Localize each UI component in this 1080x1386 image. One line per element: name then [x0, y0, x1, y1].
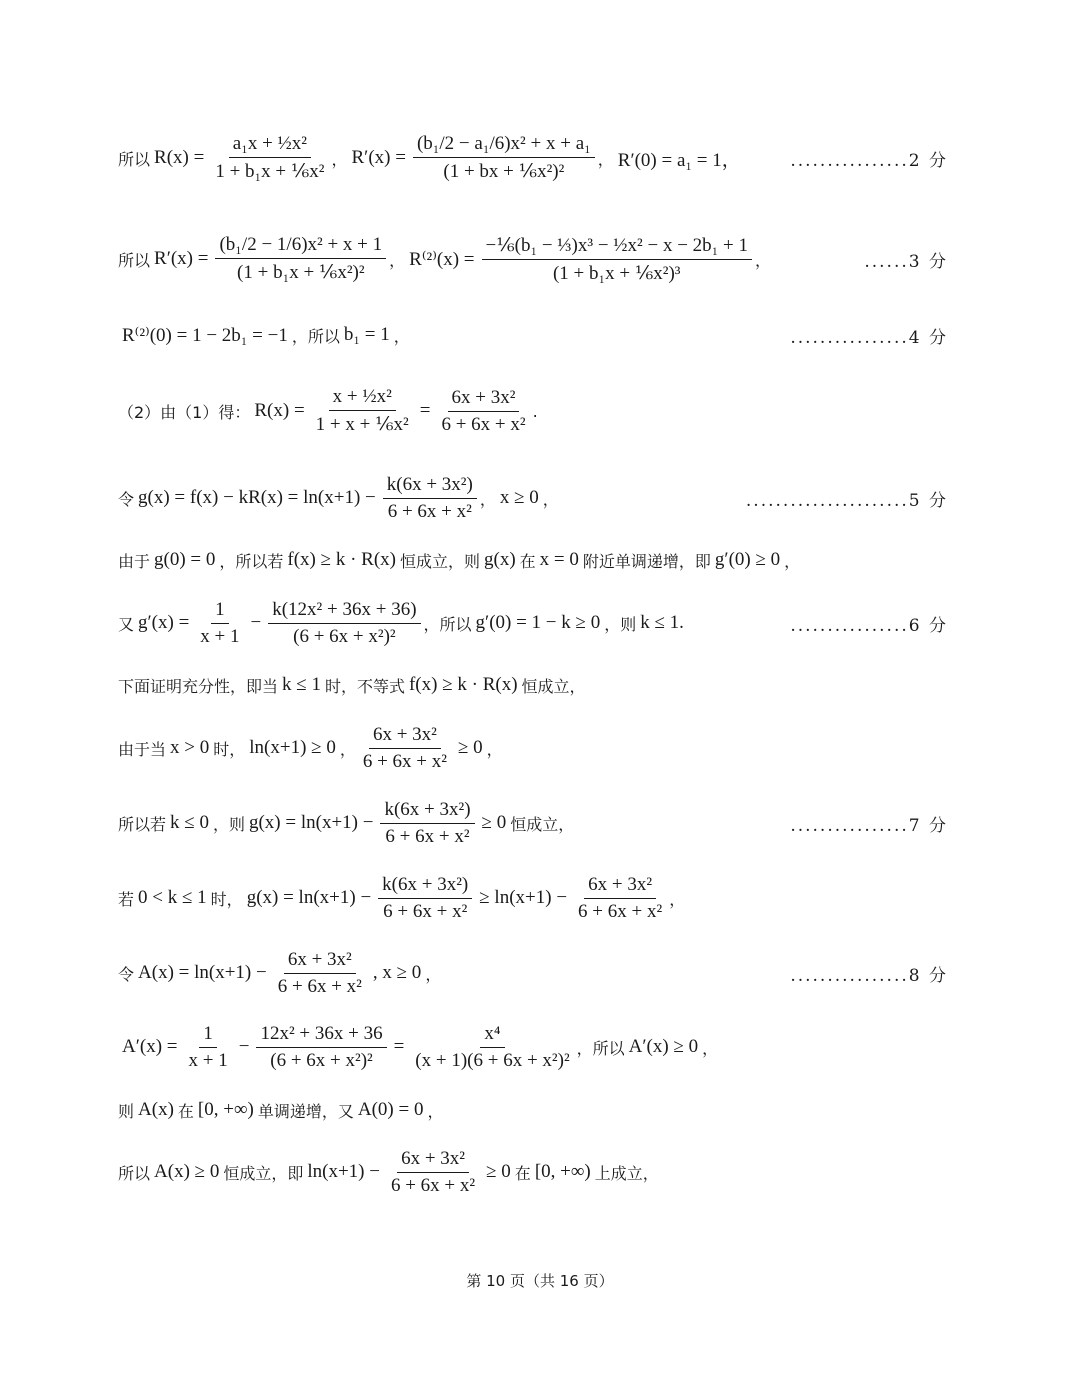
text-run: ，: [425, 964, 442, 984]
score-marker: ................2 分: [790, 150, 948, 171]
math-expression: A′(x) =: [122, 1036, 178, 1057]
text-run: 又: [118, 614, 135, 634]
fraction-numerator: 12x² + 36x + 36: [256, 1023, 386, 1048]
text-run: 在: [514, 1163, 531, 1183]
math-expression: x = 0: [539, 549, 579, 570]
math-expression: A′(x) ≥ 0: [628, 1036, 699, 1057]
math-expression: x ≥ 0: [499, 487, 539, 508]
text-run: ，: [755, 250, 772, 270]
math-expression: [0, +∞): [534, 1161, 591, 1182]
math-expression: k ≤ 1: [282, 674, 321, 695]
fraction: [411, 1023, 573, 1072]
fraction: [268, 599, 420, 648]
text-run: 由于当: [118, 739, 167, 759]
math-expression: g(x) = f(x) − kR(x) = ln(x+1) −: [138, 487, 376, 508]
text-run: ，: [331, 149, 348, 169]
math-expression: k ≤ 0: [170, 812, 209, 833]
fraction-numerator: k(6x + 3x²): [380, 799, 474, 824]
text-run: 若: [118, 889, 135, 909]
fraction-numerator: x + ½x²: [329, 386, 396, 411]
fraction-denominator: 6 + 6x + x²: [387, 500, 472, 522]
fraction-denominator: (6 + 6x + x²)²: [270, 1049, 373, 1071]
text-run: ，: [702, 1038, 719, 1058]
solution-line-15: [118, 1146, 948, 1198]
fraction-numerator: 1: [211, 599, 229, 624]
text-run: ，: [486, 739, 503, 759]
text-run: 所以若: [118, 814, 167, 834]
math-expression: 0 < k ≤ 1: [138, 887, 207, 908]
fraction-denominator: 6 + 6x + x²: [362, 750, 447, 772]
text-run: 时，不等式: [324, 676, 405, 696]
fraction-denominator: (6 + 6x + x²)²: [293, 625, 396, 647]
fraction-numerator: 6x + 3x²: [448, 387, 520, 412]
solution-line-4: [118, 364, 948, 458]
fraction: [274, 949, 366, 998]
fraction-denominator: (1 + b₁x + ⅙x²)²: [237, 262, 365, 283]
text-run: ，: [669, 889, 686, 909]
text-run: 所以: [118, 1163, 151, 1183]
text-run: ，则: [212, 814, 245, 834]
fraction-denominator: 6 + 6x + x²: [441, 413, 526, 435]
math-expression: =: [419, 400, 431, 421]
fraction: [215, 234, 386, 284]
fraction-denominator: (x + 1)(6 + 6x + x²)²: [415, 1049, 570, 1071]
solution-line-7: [118, 597, 948, 649]
math-expression: R⁽²⁾(x) =: [409, 248, 475, 270]
math-expression: −: [250, 612, 262, 633]
fraction-numerator: −⅙(b₁ − ⅓)x³ − ½x² − x − 2b₁ + 1: [482, 234, 753, 260]
solution-line-12: [118, 947, 948, 999]
math-expression: g(x): [484, 549, 516, 570]
fraction: [574, 874, 666, 923]
text-run: 恒成立，即: [223, 1163, 304, 1183]
fraction-denominator: 1 + b₁x + ⅙x²: [215, 161, 325, 182]
text-run: 时，: [213, 739, 246, 759]
solution-line-6: [118, 543, 948, 577]
text-run: 由于: [118, 551, 151, 571]
fraction-denominator: (1 + b₁x + ⅙x²)³: [552, 262, 681, 284]
text-run: ，: [389, 250, 406, 270]
text-run: ，: [479, 489, 496, 509]
fraction: [185, 1023, 232, 1072]
solution-line-1: [118, 112, 948, 204]
math-expression: R⁽²⁾(0) = 1 − 2b₁ = −1: [122, 324, 288, 346]
solution-line-9: [118, 722, 948, 774]
solution-line-3: [118, 318, 948, 352]
fraction-numerator: x⁴: [480, 1023, 504, 1048]
fraction-denominator: 6 + 6x + x²: [390, 1174, 476, 1196]
text-run: 附近单调递增，即: [582, 551, 711, 571]
math-expression: g′(0) = 1 − k ≥ 0: [475, 612, 601, 633]
text-run: 则: [118, 1101, 135, 1121]
text-run: 令: [118, 964, 135, 984]
math-expression: f(x) ≥ k · R(x): [408, 674, 518, 695]
solution-line-5: [118, 472, 948, 524]
text-run: 恒成立，则: [399, 551, 480, 571]
fraction-denominator: x + 1: [188, 1049, 228, 1071]
math-expression: [0, +∞): [197, 1099, 254, 1120]
text-run: ，: [339, 739, 356, 759]
fraction-denominator: 1 + x + ⅙x²: [315, 414, 409, 435]
fraction-denominator: x + 1: [200, 625, 240, 647]
math-expression: ≥ 0: [481, 812, 507, 833]
fraction: [437, 387, 529, 436]
math-expression: A(0) = 0: [357, 1099, 424, 1120]
fraction-denominator: 6 + 6x + x²: [385, 825, 470, 847]
fraction: [383, 474, 477, 523]
text-run: 上成立，: [594, 1163, 659, 1183]
text-run: 恒成立，: [521, 676, 586, 696]
fraction-numerator: k(12x² + 36x + 36): [268, 599, 420, 624]
score-marker: ......3 分: [864, 251, 948, 272]
math-expression: ≥ 0: [457, 737, 483, 758]
solution-line-11: [118, 872, 948, 924]
math-expression: −: [238, 1036, 250, 1057]
text-run: 所以: [118, 250, 151, 270]
math-expression: , x ≥ 0: [372, 962, 422, 983]
text-run: ，则: [604, 614, 637, 634]
score-marker: ................8 分: [790, 965, 948, 986]
fraction: [387, 1148, 479, 1197]
fraction-numerator: k(6x + 3x²): [378, 874, 472, 899]
score-marker: ................6 分: [790, 615, 948, 636]
solution-line-8: [118, 668, 948, 702]
fraction-numerator: 1: [199, 1023, 217, 1048]
fraction-denominator: 6 + 6x + x²: [383, 900, 468, 922]
fraction: [482, 234, 753, 285]
page-footer: 第 10 页（共 16 页）: [466, 1272, 614, 1290]
math-expression: b₁ = 1: [343, 324, 390, 345]
fraction-numerator: (b₁/2 − 1/6)x² + x + 1: [215, 234, 386, 259]
fraction-numerator: 6x + 3x²: [284, 949, 356, 974]
text-run: ，所以: [576, 1038, 625, 1058]
solution-line-13: [118, 1021, 948, 1073]
math-expression: ln(x+1) ≥ 0: [249, 737, 336, 758]
math-expression: ≥ ln(x+1) −: [479, 887, 568, 908]
fraction-numerator: a₁x + ½x²: [229, 133, 311, 158]
text-run: 单调递增，又: [257, 1101, 354, 1121]
text-run: .: [532, 401, 538, 421]
fraction: [413, 133, 595, 183]
fraction: [312, 386, 413, 436]
score-marker: ................7 分: [790, 815, 948, 836]
fraction-denominator: 6 + 6x + x²: [578, 900, 663, 922]
text-run: 令: [118, 489, 135, 509]
text-run: ，: [597, 149, 614, 169]
math-expression: ≥ 0: [486, 1161, 511, 1182]
math-expression: R′(x) =: [154, 248, 209, 269]
math-expression: x > 0: [170, 737, 210, 758]
text-run: 所以: [118, 149, 151, 169]
text-run: ，所以: [291, 326, 340, 346]
math-expression: A(x): [138, 1099, 174, 1120]
math-expression: f(x) ≥ k · R(x): [287, 549, 396, 570]
math-expression: k ≤ 1.: [640, 612, 684, 633]
solution-line-14: [118, 1093, 948, 1127]
fraction: [378, 874, 472, 923]
text-run: 在: [519, 551, 536, 571]
math-expression: R′(0) = a₁ = 1，: [617, 149, 741, 171]
math-expression: R(x) =: [254, 400, 305, 421]
math-expression: ln(x+1) −: [307, 1161, 380, 1182]
math-expression: =: [393, 1036, 405, 1057]
text-run: 在: [177, 1101, 194, 1121]
solution-line-10: [118, 797, 948, 849]
fraction: [359, 724, 451, 773]
text-run: ，所以若: [219, 551, 284, 571]
text-run: ，: [393, 326, 410, 346]
fraction: [380, 799, 474, 848]
fraction-numerator: k(6x + 3x²): [383, 474, 477, 499]
math-expression: R(x) =: [154, 147, 205, 168]
text-run: ，: [784, 551, 801, 571]
math-expression: A(x) = ln(x+1) −: [138, 962, 267, 983]
fraction: [211, 133, 328, 183]
math-expression: g′(0) ≥ 0: [714, 549, 781, 570]
text-run: 下面证明充分性，即当: [118, 676, 279, 696]
fraction: [196, 599, 243, 648]
fraction-numerator: (b₁/2 − a₁/6)x² + x + a₁: [413, 133, 595, 158]
math-expression: g′(x) =: [138, 612, 190, 633]
math-expression: g(x) = ln(x+1) −: [246, 887, 372, 908]
fraction: [256, 1023, 386, 1072]
text-run: （2）由（1）得：: [118, 402, 251, 422]
text-run: ，: [427, 1101, 444, 1121]
fraction-denominator: (1 + bx + ⅙x²)²: [443, 161, 565, 182]
math-expression: g(x) = ln(x+1) −: [248, 812, 374, 833]
fraction-numerator: 6x + 3x²: [584, 874, 656, 899]
fraction-numerator: 6x + 3x²: [369, 724, 441, 749]
score-marker: ................4 分: [790, 327, 948, 348]
fraction-denominator: 6 + 6x + x²: [277, 975, 362, 997]
math-expression: g(0) = 0: [154, 549, 216, 570]
score-marker: ......................5 分: [745, 490, 948, 511]
fraction-numerator: 6x + 3x²: [397, 1148, 469, 1173]
text-run: 时，: [210, 889, 243, 909]
math-expression: A(x) ≥ 0: [154, 1161, 220, 1182]
text-run: 恒成立，: [510, 814, 575, 834]
text-run: ，所以: [423, 614, 472, 634]
math-expression: R′(x) =: [351, 147, 406, 168]
text-run: ，: [542, 489, 559, 509]
solution-line-2: [118, 212, 948, 306]
